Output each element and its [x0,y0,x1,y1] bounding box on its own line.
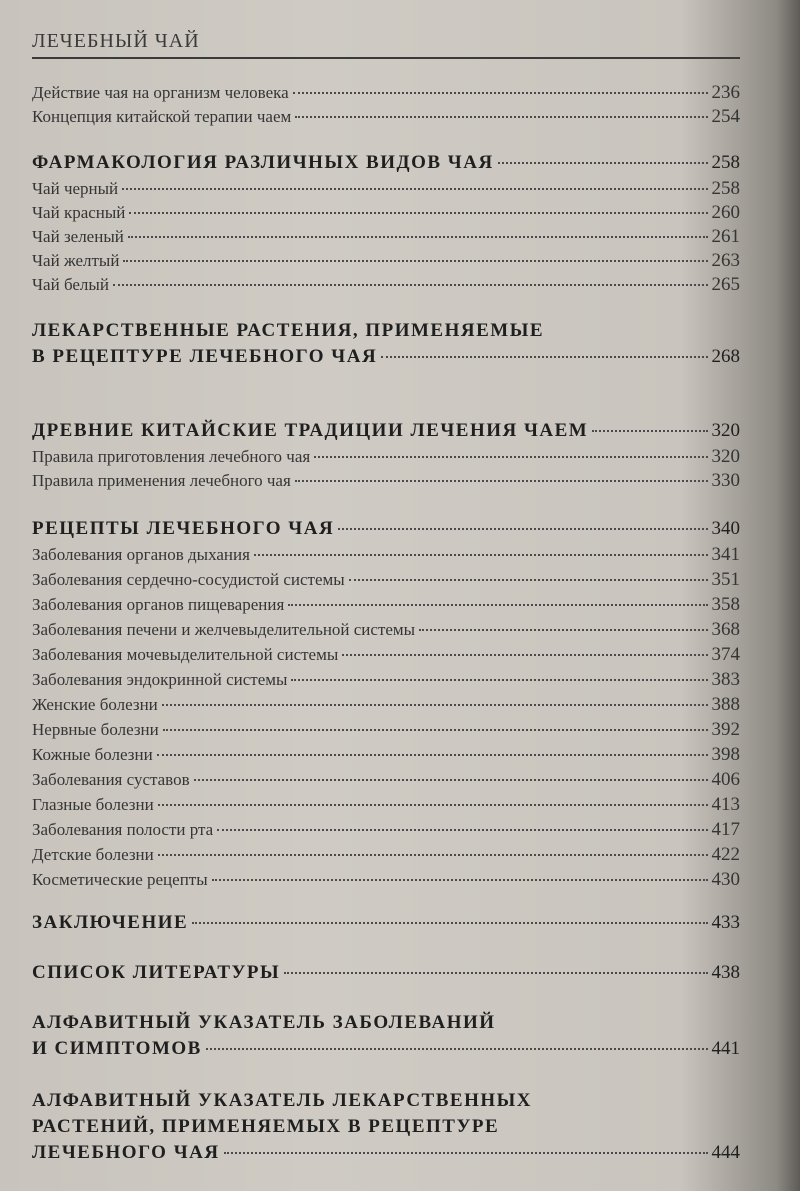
dot-leader [295,480,708,482]
section-page: 444 [711,1142,740,1163]
dot-leader [295,116,707,118]
entry-page: 351 [711,569,740,590]
toc-entry [32,274,740,296]
entry-page: 422 [711,844,740,865]
dot-leader [212,879,708,881]
entry-page: 358 [711,594,740,615]
entry-title: Заболевания печени и желчевыделительной системы [32,620,416,639]
dot-leader [592,430,707,432]
toc-entry [32,794,740,816]
dot-leader [338,528,707,530]
entry-page: 261 [711,226,740,247]
entry-page: 383 [711,669,740,690]
section-page: 433 [711,912,740,933]
section-title: В РЕЦЕПТУРЕ ЛЕЧЕБНОГО ЧАЯ [32,346,378,367]
toc-entry [32,202,740,224]
toc-section [32,912,740,934]
section-title-line: АЛФАВИТНЫЙ УКАЗАТЕЛЬ ЗАБОЛЕВАНИЙ [32,1012,496,1033]
entry-page: 320 [711,446,740,467]
dot-leader [254,554,708,556]
toc-entry [32,844,740,866]
toc-entry [32,544,740,566]
toc-entry [32,744,740,766]
dot-leader [192,922,707,924]
toc-entry [32,82,740,104]
toc-entry [32,694,740,716]
entry-title: Правила приготовления лечебного чая [32,447,311,466]
entry-page: 374 [711,644,740,665]
dot-leader [217,829,707,831]
toc-entry [32,769,740,791]
entry-page: 392 [711,719,740,740]
toc-entry [32,869,740,891]
dot-leader [381,356,707,358]
toc-section [32,1038,740,1060]
section-title-line: ЛЕКАРСТВЕННЫЕ РАСТЕНИЯ, ПРИМЕНЯЕМЫЕ [32,320,545,341]
entry-title: Заболевания суставов [32,770,190,789]
section-title: ФАРМАКОЛОГИЯ РАЗЛИЧНЫХ ВИДОВ ЧАЯ [32,152,494,173]
dot-leader [157,754,708,756]
entry-page: 330 [711,470,740,491]
entry-title: Заболевания сердечно-сосудистой системы [32,570,345,589]
toc-entry [32,470,740,492]
entry-title: Чай зеленый [32,227,124,246]
section-title-line: РАСТЕНИЙ, ПРИМЕНЯЕМЫХ В РЕЦЕПТУРЕ [32,1116,500,1137]
entry-title: Чай желтый [32,251,120,270]
entry-page: 417 [711,819,740,840]
toc-entry [32,719,740,741]
toc-section [32,1142,740,1164]
dot-leader [123,260,707,262]
toc-section [32,346,740,368]
toc-section [32,420,740,442]
entry-title: Женские болезни [32,695,158,714]
section-title-line: АЛФАВИТНЫЙ УКАЗАТЕЛЬ ЛЕКАРСТВЕННЫХ [32,1090,533,1111]
dot-leader [342,654,707,656]
toc-entry [32,644,740,666]
entry-title: Правила применения лечебного чая [32,471,291,490]
dot-leader [419,629,707,631]
toc-entry [32,178,740,200]
running-header: ЛЕЧЕБНЫЙ ЧАЙ [32,30,740,59]
entry-title: Заболевания полости рта [32,820,214,839]
section-page: 320 [711,420,740,441]
section-title: ДРЕВНИЕ КИТАЙСКИЕ ТРАДИЦИИ ЛЕЧЕНИЯ ЧАЕМ [32,420,589,441]
section-title: ЛЕЧЕБНОГО ЧАЯ [32,1142,220,1163]
dot-leader [293,92,708,94]
entry-page: 263 [711,250,740,271]
section-title: СПИСОК ЛИТЕРАТУРЫ [32,962,281,983]
entry-title: Чай красный [32,203,126,222]
dot-leader [349,579,708,581]
entry-title: Детские болезни [32,845,154,864]
entry-title: Действие чая на организм человека [32,83,289,102]
toc-entry [32,446,740,468]
section-page: 340 [711,518,740,539]
entry-title: Концепция китайской терапии чаем [32,107,292,126]
entry-title: Глазные болезни [32,795,154,814]
section-page: 438 [711,962,740,983]
entry-page: 430 [711,869,740,890]
section-title: ЗАКЛЮЧЕНИЕ [32,912,189,933]
entry-page: 413 [711,794,740,815]
dot-leader [291,679,707,681]
entry-page: 260 [711,202,740,223]
entry-page: 236 [711,82,740,103]
toc-section [32,962,740,984]
dot-leader [498,162,708,164]
entry-page: 254 [711,106,740,127]
dot-leader [158,854,708,856]
entry-page: 406 [711,769,740,790]
toc-entry [32,250,740,272]
toc-section [32,152,740,174]
toc-section [32,518,740,540]
dot-leader [113,284,708,286]
dot-leader [128,236,708,238]
section-page: 268 [711,346,740,367]
toc-entry [32,594,740,616]
entry-title: Нервные болезни [32,720,159,739]
entry-page: 341 [711,544,740,565]
entry-title: Заболевания мочевыделительной системы [32,645,339,664]
section-title: И СИМПТОМОВ [32,1038,202,1059]
entry-title: Косметические рецепты [32,870,208,889]
dot-leader [122,188,707,190]
dot-leader [224,1152,708,1154]
dot-leader [158,804,708,806]
entry-page: 388 [711,694,740,715]
dot-leader [194,779,708,781]
section-page: 441 [711,1038,740,1059]
toc-entry [32,669,740,691]
toc-entry [32,619,740,641]
toc-entry [32,819,740,841]
dot-leader [162,704,708,706]
entry-title: Кожные болезни [32,745,153,764]
entry-page: 265 [711,274,740,295]
entry-title: Заболевания эндокринной системы [32,670,288,689]
section-title: РЕЦЕПТЫ ЛЕЧЕБНОГО ЧАЯ [32,518,335,539]
toc-entry [32,106,740,128]
dot-leader [284,972,707,974]
toc-entry [32,569,740,591]
dot-leader [129,212,707,214]
dot-leader [206,1048,708,1050]
entry-title: Чай черный [32,179,119,198]
entry-title: Заболевания органов пищеварения [32,595,285,614]
dot-leader [163,729,708,731]
dot-leader [288,604,707,606]
entry-title: Чай белый [32,275,109,294]
dot-leader [314,456,707,458]
entry-page: 368 [711,619,740,640]
section-page: 258 [711,152,740,173]
entry-page: 258 [711,178,740,199]
entry-title: Заболевания органов дыхания [32,545,250,564]
entry-page: 398 [711,744,740,765]
toc-entry [32,226,740,248]
